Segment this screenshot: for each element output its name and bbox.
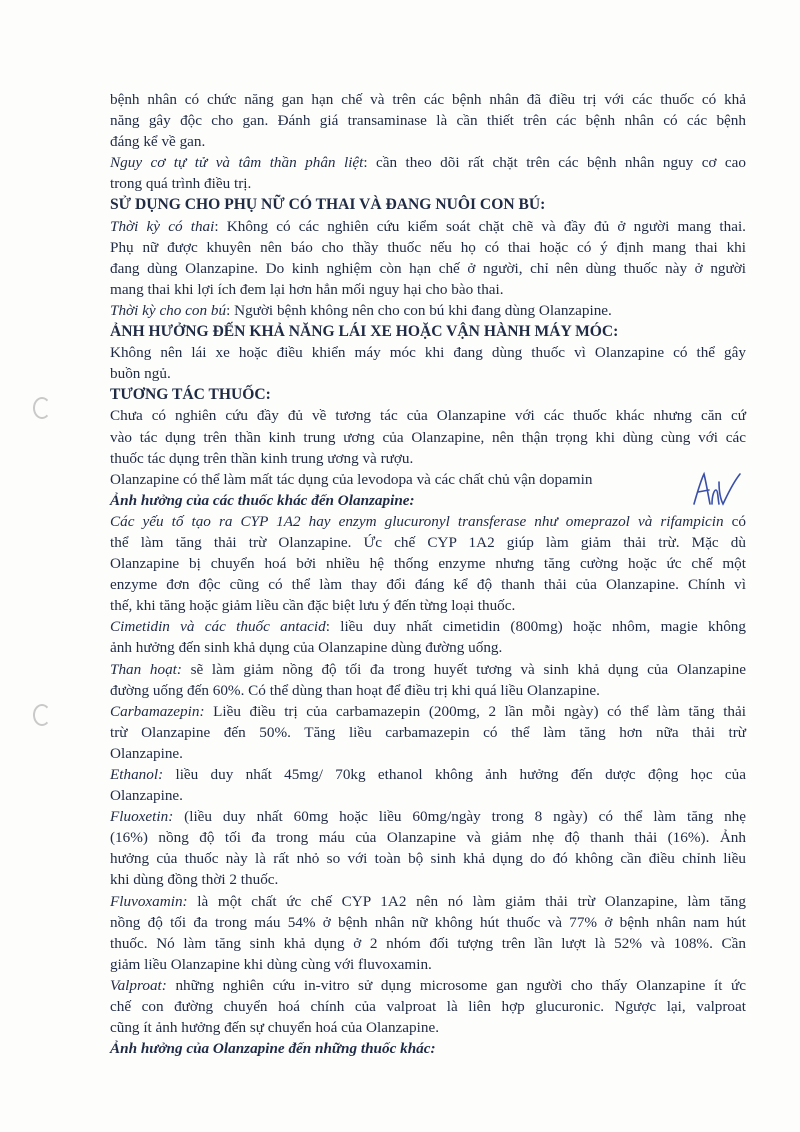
emphasis-text: Carbamazepin: bbox=[110, 702, 205, 720]
body-text: Phụ nữ được khuyên nên báo cho thầy thuốc nếu họ có thai hoặc có ý định mang thai khi bbox=[110, 238, 746, 256]
text-line bbox=[110, 194, 746, 215]
text-line bbox=[110, 659, 746, 680]
subsection-heading: Ảnh hưởng của Olanzapine đến những thuốc khác: bbox=[110, 1040, 436, 1058]
body-text: Olanzapine bị chuyển hoá bởi nhiều hệ thống enzyme nhưng tăng cường hoặc ức chế một bbox=[110, 555, 746, 573]
text-line bbox=[110, 743, 746, 764]
body-text: đang dùng Olanzapine. Do kinh nghiệm còn hạn chế ở người, chỉ nên dùng thuốc này ở người bbox=[110, 259, 746, 277]
body-text: trừ Olanzapine đến 50%. Tăng liều carbamazepin có thể làm tăng hơn nữa thải trừ bbox=[110, 723, 746, 741]
text-line bbox=[110, 553, 746, 574]
body-text: Olanzapine có thể làm mất tác dụng của levodopa và các chất chủ vận dopamin bbox=[110, 470, 593, 488]
body-text: : Không có các nghiên cứu kiểm soát chặt chẽ và đầy đủ ở người mang thai. bbox=[214, 217, 746, 235]
text-line bbox=[110, 595, 746, 616]
body-text: : Người bệnh không nên cho con bú khi đang dùng Olanzapine. bbox=[226, 301, 612, 319]
emphasis-text: Thời kỳ có thai bbox=[110, 217, 215, 235]
emphasis-text: Cimetidin và các thuốc antacid bbox=[110, 618, 326, 636]
text-line bbox=[110, 848, 746, 869]
body-text: cũng ít ảnh hưởng đến sự chuyển hoá của Olanzapine. bbox=[110, 1019, 439, 1037]
text-line bbox=[110, 384, 746, 405]
text-line bbox=[110, 258, 746, 279]
text-line bbox=[110, 637, 746, 658]
body-text: ảnh hưởng đến sinh khả dụng của Olanzapine dùng đường uống. bbox=[110, 639, 503, 657]
emphasis-text: Fluoxetin: bbox=[110, 808, 174, 826]
text-line bbox=[110, 152, 746, 173]
body-text: chế con đường chuyển hoá chính của valproat là liên hợp glucuronic. Ngược lại, valproat bbox=[110, 998, 746, 1016]
text-line bbox=[110, 89, 746, 110]
body-text: bệnh nhân có chức năng gan hạn chế và trên các bệnh nhân đã điều trị với các thuốc có khả bbox=[110, 91, 746, 108]
body-text: những nghiên cứu in-vitro sử dụng microsome gan người cho thấy Olanzapine ít ức bbox=[166, 976, 746, 994]
emphasis-text: Ethanol: bbox=[110, 766, 164, 783]
subsection-heading: Ảnh hưởng của các thuốc khác đến Olanzapine: bbox=[110, 491, 415, 509]
text-line bbox=[110, 363, 746, 384]
body-text: : liều duy nhất cimetidin (800mg) hoặc nhôm, magie không bbox=[325, 618, 746, 636]
text-line bbox=[110, 912, 746, 933]
text-line bbox=[110, 785, 746, 806]
body-text: (liều duy nhất 60mg hoặc liều 60mg/ngày trong 8 ngày) có thể làm tăng nhẹ bbox=[173, 808, 746, 826]
body-text: giảm liều Olanzapine khi dùng cùng với fluvoxamin. bbox=[110, 955, 432, 973]
emphasis-text: Valproat: bbox=[110, 976, 167, 994]
text-line bbox=[110, 279, 746, 300]
text-line bbox=[110, 616, 746, 637]
text-line bbox=[110, 300, 746, 321]
body-text: Olanzapine. bbox=[110, 787, 183, 805]
text-line bbox=[110, 321, 746, 342]
text-line bbox=[110, 806, 746, 827]
body-text: : cần theo dõi rất chặt trên các bệnh nhân nguy cơ cao bbox=[363, 154, 746, 172]
text-line bbox=[110, 764, 746, 785]
body-text: Không nên lái xe hoặc điều khiển máy móc khi đang dùng thuốc vì Olanzapine có thể gây bbox=[110, 344, 746, 362]
body-text: trong quá trình điều trị. bbox=[110, 175, 252, 193]
body-text: đường uống đến 60%. Có thể dùng than hoạt để điều trị khi quá liều Olanzapine. bbox=[110, 681, 600, 699]
text-line bbox=[110, 342, 746, 363]
text-line bbox=[110, 680, 746, 701]
text-line bbox=[110, 131, 746, 152]
text-line bbox=[110, 827, 746, 848]
text-line bbox=[110, 110, 746, 131]
body-text: buồn ngủ. bbox=[110, 365, 171, 383]
body-text: thuốc tác dụng trên thần kinh trung ương và rượu. bbox=[110, 449, 414, 467]
text-line bbox=[110, 975, 746, 996]
text-line bbox=[110, 574, 746, 595]
section-heading: ẢNH HƯỞNG ĐẾN KHẢ NĂNG LÁI XE HOẶC VẬN HÀNH MÁY MÓC: bbox=[110, 323, 619, 341]
body-text: enzyme đơn độc cũng có thể làm thay đổi đáng kể độ thanh thải của Olanzapine. Chính vì bbox=[110, 576, 746, 594]
text-line bbox=[110, 511, 746, 532]
body-text: thế, khi tăng hoặc giảm liều cần đặc biệt lưu ý đến từng loại thuốc. bbox=[110, 597, 516, 615]
body-text: thể làm tăng thải trừ Olanzapine. Ức chế CYP 1A2 giúp làm giảm thải trừ. Mặc dù bbox=[110, 533, 746, 551]
emphasis-text: Than hoạt: bbox=[110, 660, 182, 678]
body-text: đáng kể về gan. bbox=[110, 133, 206, 151]
text-line bbox=[110, 532, 746, 553]
body-text: sẽ làm giảm nồng độ tối đa trong huyết tương và sinh khả dụng của Olanzapine bbox=[181, 660, 746, 678]
text-line bbox=[110, 996, 746, 1017]
body-text: có bbox=[723, 512, 746, 530]
body-text: nồng độ tối đa trong máu 54% ở bệnh nhân nữ không hút thuốc và 77% ở bệnh nhân nam hút bbox=[110, 913, 746, 931]
text-line bbox=[110, 1017, 746, 1038]
body-text: Liều điều trị của carbamazepin (200mg, 2 lần mỗi ngày) có thể làm tăng thải bbox=[204, 702, 746, 720]
text-line bbox=[110, 954, 746, 975]
body-text: Olanzapine. bbox=[110, 744, 183, 762]
text-line bbox=[110, 722, 746, 743]
body-text: thuốc. Nó làm tăng sinh khả dụng ở 2 nhóm đối tượng trên lần lượt là 52% và 108%. Cần bbox=[110, 934, 746, 952]
body-text: năng gây độc cho gan. Đánh giá transaminase là cần thiết trên các bệnh nhân có các bệnh bbox=[110, 112, 746, 130]
text-line bbox=[110, 1038, 746, 1059]
body-text: là một chất ức chế CYP 1A2 nên nó làm giảm thải trừ Olanzapine, làm tăng bbox=[187, 892, 746, 910]
text-line bbox=[110, 701, 746, 722]
punch-hole-bottom bbox=[33, 704, 51, 726]
emphasis-text: Fluvoxamin: bbox=[110, 892, 188, 910]
text-line bbox=[110, 173, 746, 194]
section-heading: TƯƠNG TÁC THUỐC: bbox=[110, 386, 271, 404]
text-line bbox=[110, 469, 746, 490]
punch-hole-top bbox=[33, 397, 51, 419]
body-text: khi dùng đồng thời 2 thuốc. bbox=[110, 871, 279, 889]
text-line bbox=[110, 891, 746, 912]
emphasis-text: Thời kỳ cho con bú bbox=[110, 301, 227, 319]
section-heading: SỬ DỤNG CHO PHỤ NỮ CÓ THAI VÀ ĐANG NUÔI CON BÚ: bbox=[110, 196, 546, 214]
emphasis-text: Các yếu tố tạo ra CYP 1A2 hay enzym glucuronyl transferase như omeprazol và rifampicin bbox=[110, 512, 724, 530]
text-line bbox=[110, 216, 746, 237]
text-line bbox=[110, 490, 746, 511]
body-text: Chưa có nghiên cứu đầy đủ về tương tác của Olanzapine với các thuốc khác nhưng căn cứ bbox=[110, 407, 746, 425]
body-text: (16%) nồng độ tối đa trong máu của Olanzapine và giảm nhẹ độ thanh thải (16%). Ảnh bbox=[110, 829, 746, 847]
text-line bbox=[110, 237, 746, 258]
body-text: hưởng của thuốc này là rất nhỏ so với toàn bộ sinh khả dụng do đó không cần điều chỉnh liều bbox=[110, 850, 746, 868]
text-line bbox=[110, 933, 746, 954]
text-line bbox=[110, 869, 746, 890]
text-line bbox=[110, 405, 746, 426]
text-line bbox=[110, 448, 746, 469]
body-text: vào tác dụng trên thần kinh trung ương của Olanzapine, nên thận trọng khi dùng cùng với các bbox=[110, 428, 746, 446]
body-text: mang thai khi lợi ích đem lại hơn hẳn mối nguy hại cho bào thai. bbox=[110, 280, 504, 298]
document-body bbox=[110, 89, 746, 1059]
body-text: liều duy nhất 45mg/ 70kg ethanol không ảnh hưởng đến dược động học của bbox=[163, 766, 746, 783]
text-line bbox=[110, 427, 746, 448]
emphasis-text: Nguy cơ tự tử và tâm thần phân liệt bbox=[110, 154, 364, 172]
